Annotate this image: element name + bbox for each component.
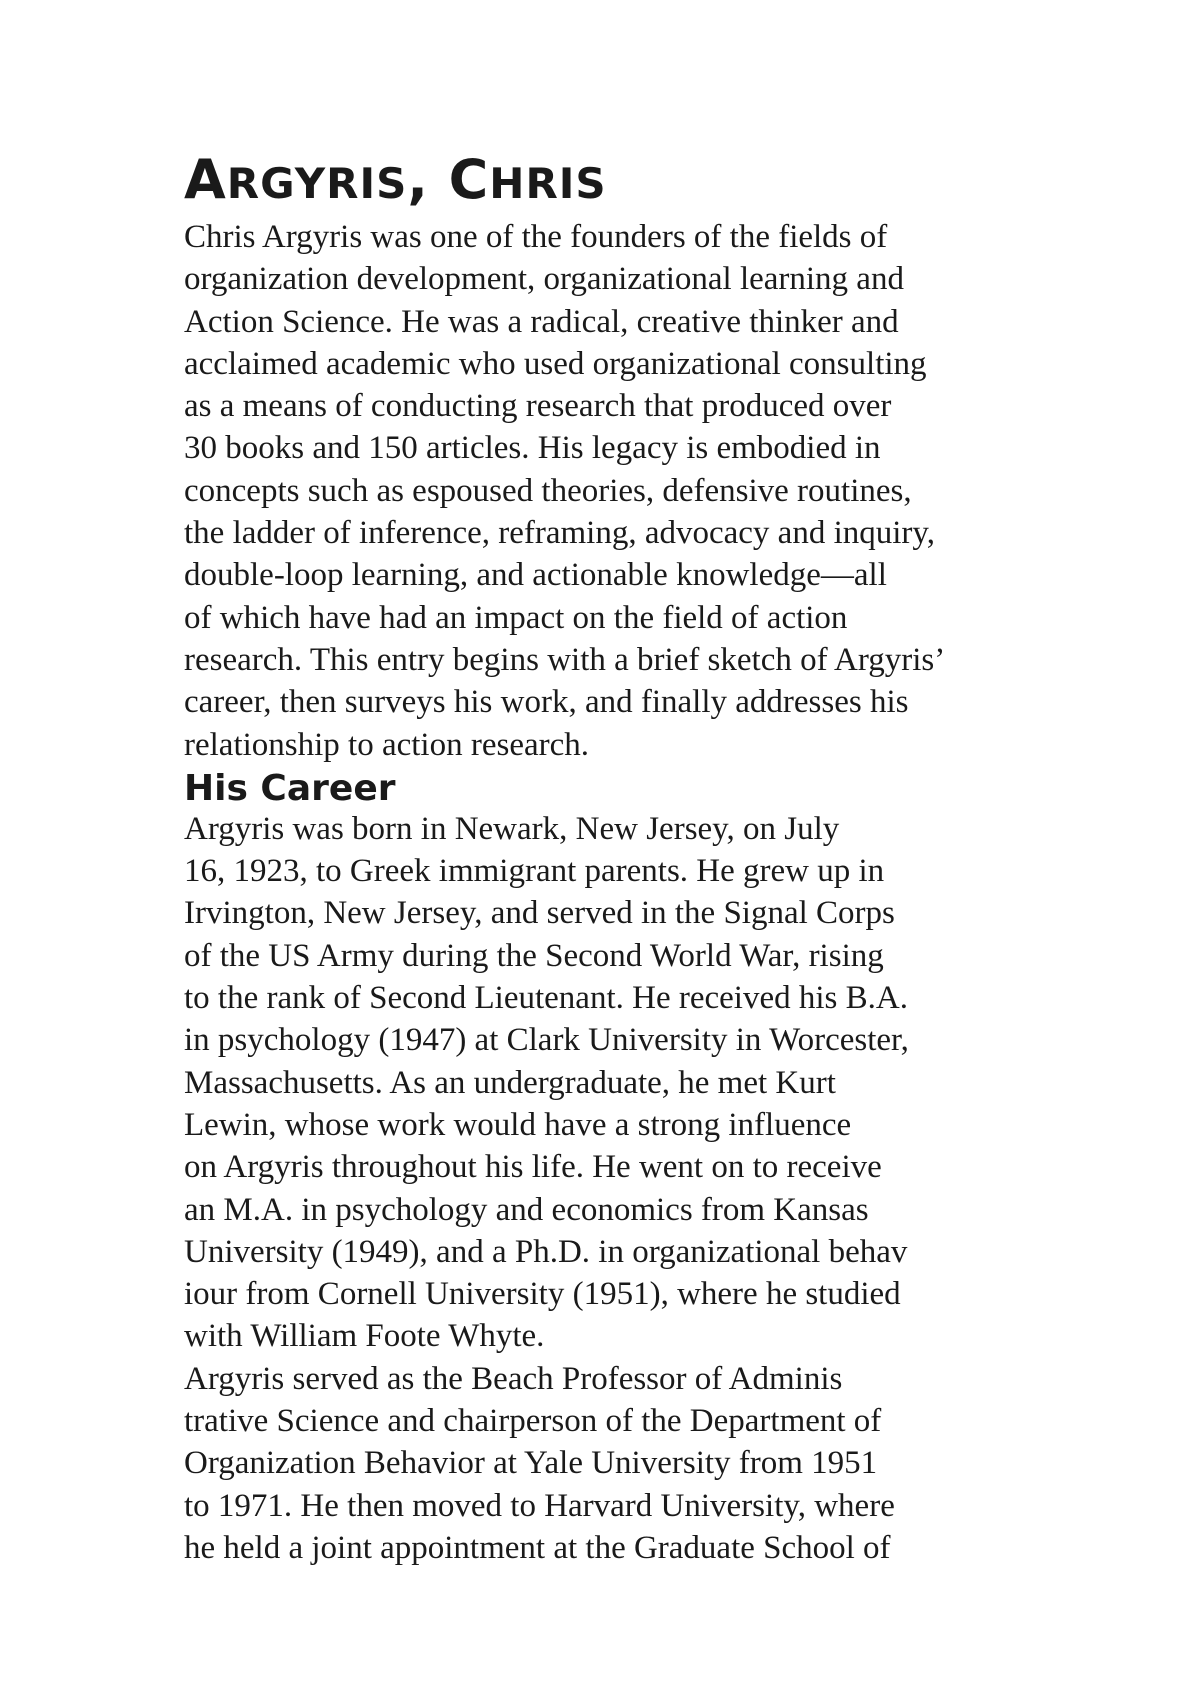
career-line: Argyris was born in Newark, New Jersey, on July: [184, 810, 840, 847]
career-line: of the US Army during the Second World War, rising: [184, 937, 884, 974]
intro-line: as a means of conducting research that produced over: [184, 388, 892, 425]
section-heading-his-career: His Career: [184, 767, 396, 809]
intro-line: relationship to action research.: [184, 726, 590, 763]
career-line: Massachusetts. As an undergraduate, he met Kurt: [184, 1064, 836, 1101]
intro-paragraph: [184, 216, 1084, 766]
career-line: an M.A. in psychology and economics from Kansas: [184, 1191, 869, 1228]
intro-line: of which have had an impact on the field of action: [184, 599, 848, 636]
intro-line: Chris Argyris was one of the founders of the fields of: [184, 219, 888, 255]
intro-line: research. This entry begins with a brief sketch of Argyris’: [184, 641, 946, 678]
career-line: to 1971. He then moved to Harvard University, where: [184, 1487, 895, 1524]
career-paragraph-2: [184, 1358, 1084, 1569]
career-line: 16, 1923, to Greek immigrant parents. He grew up in: [184, 853, 885, 890]
entry-title-rest-2: HRIS: [489, 159, 607, 208]
entry-title-rest-1: RGYRIS: [226, 159, 408, 208]
intro-line: organization development, organizational learning and: [184, 261, 904, 298]
career-line: Lewin, whose work would have a strong influence: [184, 1106, 852, 1143]
intro-line: the ladder of inference, reframing, advocacy and inquiry,: [184, 515, 936, 552]
career-line: Irvington, New Jersey, and served in the Signal Corps: [184, 895, 895, 932]
career-line: in psychology (1947) at Clark University in Worcester,: [184, 1022, 909, 1059]
entry-title-initial-2: C: [448, 148, 490, 211]
intro-line: career, then surveys his work, and finally addresses his: [184, 684, 909, 721]
career-line: iour from Cornell University (1951), where he studied: [184, 1276, 901, 1313]
career-line: to the rank of Second Lieutenant. He received his B.A.: [184, 980, 908, 1017]
career-line: Organization Behavior at Yale University from 1951: [184, 1445, 878, 1482]
intro-line: concepts such as espoused theories, defensive routines,: [184, 472, 912, 509]
intro-line: 30 books and 150 articles. His legacy is embodied in: [184, 430, 881, 467]
career-line: with William Foote Whyte.: [184, 1318, 545, 1355]
career-line: he held a joint appointment at the Graduate School of: [184, 1529, 891, 1566]
entry-title-separator: ,: [407, 148, 449, 211]
entry-content: [184, 150, 1084, 1569]
career-line: on Argyris throughout his life. He went on to receive: [184, 1149, 882, 1186]
intro-line: Action Science. He was a radical, creative thinker and: [184, 303, 899, 340]
entry-title-initial-1: A: [184, 148, 227, 211]
career-line: University (1949), and a Ph.D. in organizational behav: [184, 1233, 908, 1270]
career-line: trative Science and chairperson of the Department of: [184, 1403, 882, 1440]
career-line: Argyris served as the Beach Professor of Adminis: [184, 1360, 843, 1397]
intro-line: double-loop learning, and actionable knowledge—all: [184, 557, 887, 594]
intro-line: acclaimed academic who used organizational consulting: [184, 345, 927, 382]
entry-title: [184, 150, 1084, 214]
career-paragraph-1: [184, 808, 1084, 1358]
